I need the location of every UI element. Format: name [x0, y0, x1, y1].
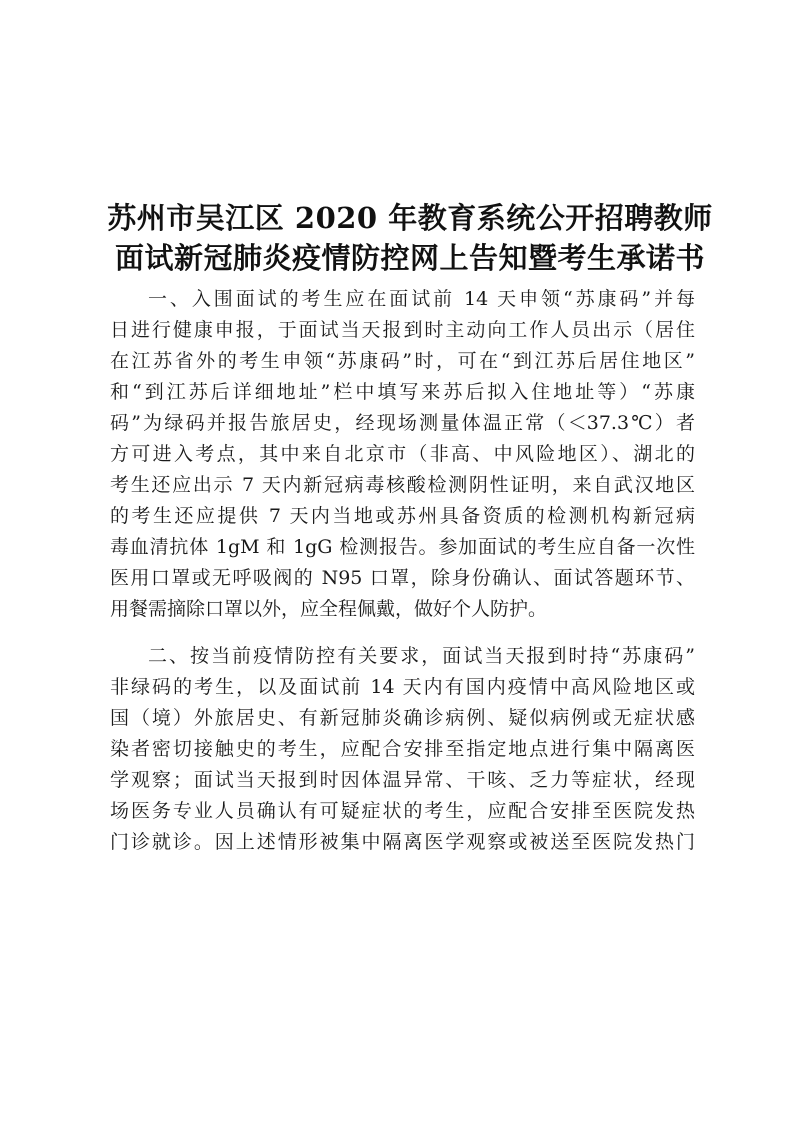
paragraph-line: 方可进入考点，其中来自北京市（非高、中风险地区）、湖北的 [110, 443, 695, 465]
paragraph-line: 医用口罩或无呼吸阀的 N95 口罩，除身份确认、面试答题环节、 [110, 567, 695, 589]
paragraph-line: 非绿码的考生，以及面试前 14 天内有国内疫情中高风险地区或 [110, 676, 695, 698]
paragraph-gap [110, 625, 695, 641]
paragraph-2 [110, 641, 695, 858]
paragraph-line: 染者密切接触史的考生，应配合安排至指定地点进行集中隔离医 [110, 738, 695, 760]
paragraph-line: 考生还应出示 7 天内新冠病毒核酸检测阴性证明，来自武汉地区 [110, 474, 695, 496]
paragraph-line: 毒血清抗体 1gM 和 1gG 检测报告。参加面试的考生应自备一次性 [110, 536, 695, 558]
document-title-line-1: 苏州市吴江区 2020 年教育系统公开招聘教师 [107, 201, 713, 235]
paragraph-line: 学观察；面试当天报到时因体温异常、干咳、乏力等症状，经现 [110, 769, 695, 791]
paragraph-line: 日进行健康申报，于面试当天报到时主动向工作人员出示（居住 [110, 319, 695, 341]
paragraph-line: 的考生还应提供 7 天内当地或苏州具备资质的检测机构新冠病 [110, 505, 695, 527]
paragraph-line: 国（境）外旅居史、有新冠肺炎确诊病例、疑似病例或无症状感 [110, 707, 695, 729]
paragraph-line: 一、入围面试的考生应在面试前 14 天申领“苏康码”并每 [148, 288, 695, 310]
paragraph-1 [110, 284, 695, 625]
paragraph-line: 门诊就诊。因上述情形被集中隔离医学观察或被送至医院发热门 [110, 831, 695, 853]
paragraph-line: 在江苏省外的考生申领“苏康码”时，可在“到江苏后居住地区” [110, 350, 695, 372]
paragraph-line: 场医务专业人员确认有可疑症状的考生，应配合安排至医院发热 [110, 800, 695, 822]
document-body [110, 284, 695, 858]
paragraph-line: 二、按当前疫情防控有关要求，面试当天报到时持“苏康码” [148, 645, 695, 667]
paragraph-line: 码”为绿码并报告旅居史，经现场测量体温正常（＜37.3℃）者 [110, 412, 695, 434]
paragraph-line: 和“到江苏后详细地址”栏中填写来苏后拟入住地址等）“苏康 [110, 381, 695, 403]
document-title-line-2: 面试新冠肺炎疫情防控网上告知暨考生承诺书 [114, 241, 705, 275]
paragraph-line: 用餐需摘除口罩以外，应全程佩戴，做好个人防护。 [110, 598, 548, 620]
